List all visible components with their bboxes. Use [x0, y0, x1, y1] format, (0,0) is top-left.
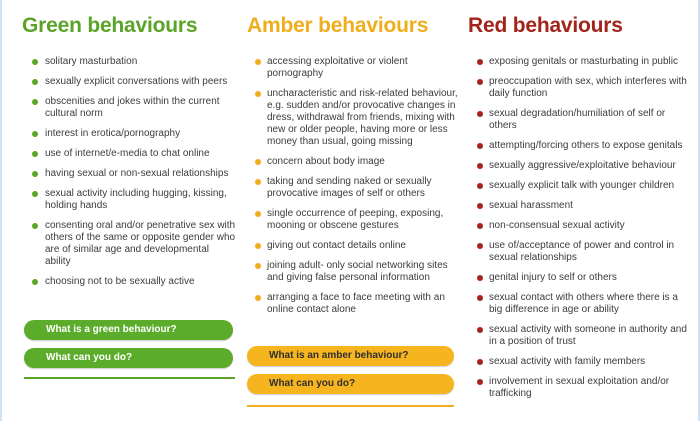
list-item: genital injury to self or others	[468, 272, 694, 284]
bullet-dot	[255, 59, 261, 65]
bullet-dot	[32, 171, 38, 177]
list-item: attempting/forcing others to expose genitals	[468, 140, 694, 152]
list-item: taking and sending naked or sexually provocative images of self or others	[245, 176, 460, 200]
red-column	[468, 0, 694, 421]
amber-what-can-you-do-button[interactable]: What can you do?	[247, 374, 454, 394]
red-list	[468, 56, 694, 408]
bullet-dot	[255, 243, 261, 249]
list-item: choosing not to be sexually active	[12, 276, 237, 288]
bullet-dot	[32, 279, 38, 285]
list-item: use of/acceptance of power and control in sexual relationships	[468, 240, 694, 264]
bullet-dot	[477, 59, 483, 65]
bullet-dot	[477, 183, 483, 189]
bullet-dot	[477, 111, 483, 117]
left-border	[0, 0, 2, 421]
bullet-dot	[32, 59, 38, 65]
list-item: having sexual or non-sexual relationships	[12, 168, 237, 180]
list-item: sexually explicit conversations with peers	[12, 76, 237, 88]
amber-heading: Amber behaviours	[247, 14, 429, 37]
amber-divider	[247, 405, 454, 407]
list-item: arranging a face to face meeting with an online contact alone	[245, 292, 460, 316]
green-divider	[24, 377, 235, 379]
list-item: solitary masturbation	[12, 56, 237, 68]
bullet-dot	[32, 223, 38, 229]
list-item: consenting oral and/or penetrative sex with others of the same or opposite gender who are of similar age and developmental ability	[12, 220, 237, 268]
bullet-dot	[32, 191, 38, 197]
list-item: single occurrence of peeping, exposing, mooning or obscene gestures	[245, 208, 460, 232]
list-item: concern about body image	[245, 156, 460, 168]
bullet-dot	[477, 203, 483, 209]
list-item: use of internet/e-media to chat online	[12, 148, 237, 160]
list-item: obscenities and jokes within the current cultural norm	[12, 96, 237, 120]
bullet-dot	[477, 379, 483, 385]
list-item: non-consensual sexual activity	[468, 220, 694, 232]
bullet-dot	[255, 211, 261, 217]
list-item: sexual contact with others where there is a big difference in age or ability	[468, 292, 694, 316]
bullet-dot	[255, 91, 261, 97]
what-is-green-button[interactable]: What is a green behaviour?	[24, 320, 233, 340]
bullet-dot	[477, 163, 483, 169]
green-list	[12, 56, 237, 296]
list-item: accessing exploitative or violent pornography	[245, 56, 460, 80]
list-item: sexual harassment	[468, 200, 694, 212]
list-item: preoccupation with sex, which interferes with daily function	[468, 76, 694, 100]
bullet-dot	[477, 275, 483, 281]
amber-list	[245, 56, 460, 324]
what-is-amber-button[interactable]: What is an amber behaviour?	[247, 346, 454, 366]
list-item: giving out contact details online	[245, 240, 460, 252]
bullet-dot	[477, 223, 483, 229]
bullet-dot	[32, 79, 38, 85]
list-item: involvement in sexual exploitation and/or trafficking	[468, 376, 694, 400]
bullet-dot	[477, 295, 483, 301]
bullet-dot	[255, 295, 261, 301]
bullet-dot	[477, 143, 483, 149]
list-item: sexually aggressive/exploitative behaviour	[468, 160, 694, 172]
green-column	[12, 0, 237, 421]
list-item: sexual degradation/humiliation of self or others	[468, 108, 694, 132]
bullet-dot	[477, 79, 483, 85]
green-what-can-you-do-button[interactable]: What can you do?	[24, 348, 233, 368]
list-item: sexual activity including hugging, kissing, holding hands	[12, 188, 237, 212]
list-item: sexually explicit talk with younger children	[468, 180, 694, 192]
list-item: joining adult- only social networking sites and giving false personal information	[245, 260, 460, 284]
bullet-dot	[32, 99, 38, 105]
list-item: sexual activity with family members	[468, 356, 694, 368]
list-item: interest in erotica/pornography	[12, 128, 237, 140]
bullet-dot	[477, 243, 483, 249]
list-item: sexual activity with someone in authority and in a position of trust	[468, 324, 694, 348]
list-item: uncharacteristic and risk-related behaviour, e.g. sudden and/or provocative changes in dress, withdrawal from friends, mixing with new or older people, having more or less money than usual, going missing	[245, 88, 460, 148]
bullet-dot	[32, 151, 38, 157]
bullet-dot	[477, 327, 483, 333]
bullet-dot	[255, 159, 261, 165]
green-heading: Green behaviours	[22, 14, 198, 37]
amber-column	[245, 0, 460, 421]
bullet-dot	[255, 179, 261, 185]
list-item: exposing genitals or masturbating in public	[468, 56, 694, 68]
red-heading: Red behaviours	[468, 14, 623, 37]
bullet-dot	[32, 131, 38, 137]
bullet-dot	[255, 263, 261, 269]
bullet-dot	[477, 359, 483, 365]
